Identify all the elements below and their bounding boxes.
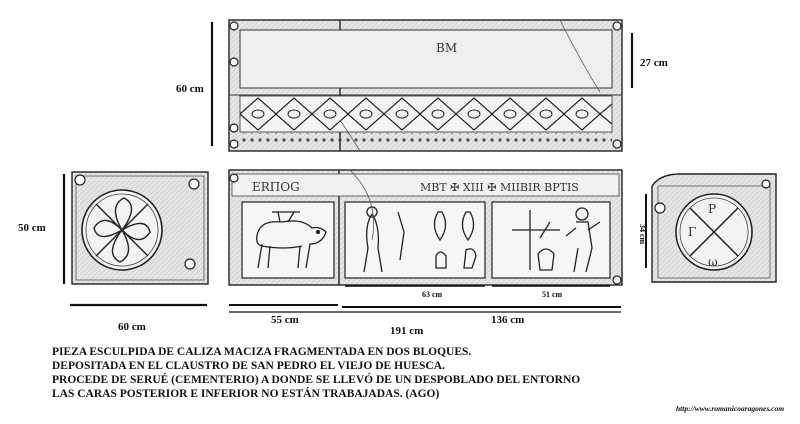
dim-front-right-block: 136 cm [491,314,525,326]
chrismon-letter-top: P [708,202,717,216]
top-inscription: BM [436,41,458,55]
dim-left-side-height: 50 cm [18,222,46,234]
dim-left-side-width: 60 cm [118,321,146,333]
dim-panel-left: 63 cm [422,290,443,299]
panel-crucifixion [492,202,610,278]
right-side-view [652,174,776,282]
caption-line-3: PROCEDE DE SERUÉ (CEMENTERIO) A DONDE SE LLEVÓ DE UN DESPOBLADO DEL ENTORNO [52,374,581,386]
chrismon-letter-bottom: ω [708,255,718,269]
chrismon-letter-left: Γ [688,225,697,239]
dim-top-right-height: 27 cm [640,57,668,69]
dim-right-side-height: 34 cm [638,224,647,245]
credit-url: http://www.romanicoaragones.com [676,404,785,413]
top-view [229,20,622,151]
front-left-inscription: ERΠΟG [252,180,300,194]
caption-line-4: LAS CARAS POSTERIOR E INFERIOR NO ESTÁN TRABAJADAS. (AGO) [52,388,440,400]
caption-line-1: PIEZA ESCULPIDA DE CALIZA MACIZA FRAGMENTADA EN DOS BLOQUES. [52,346,472,358]
dim-front-total: 191 cm [390,325,424,337]
front-view [229,170,622,285]
caption-line-2: DEPOSITADA EN EL CLAUSTRO DE SAN PEDRO EL VIEJO DE HUESCA. [52,360,445,372]
dim-panel-right: 51 cm [542,290,563,299]
left-side-view [72,172,208,284]
dim-front-left-block: 55 cm [271,314,299,326]
dim-top-height: 60 cm [176,83,204,95]
front-right-inscription: MBT ✠ XIII ✠ MIIBIR BPTIS [420,181,579,194]
